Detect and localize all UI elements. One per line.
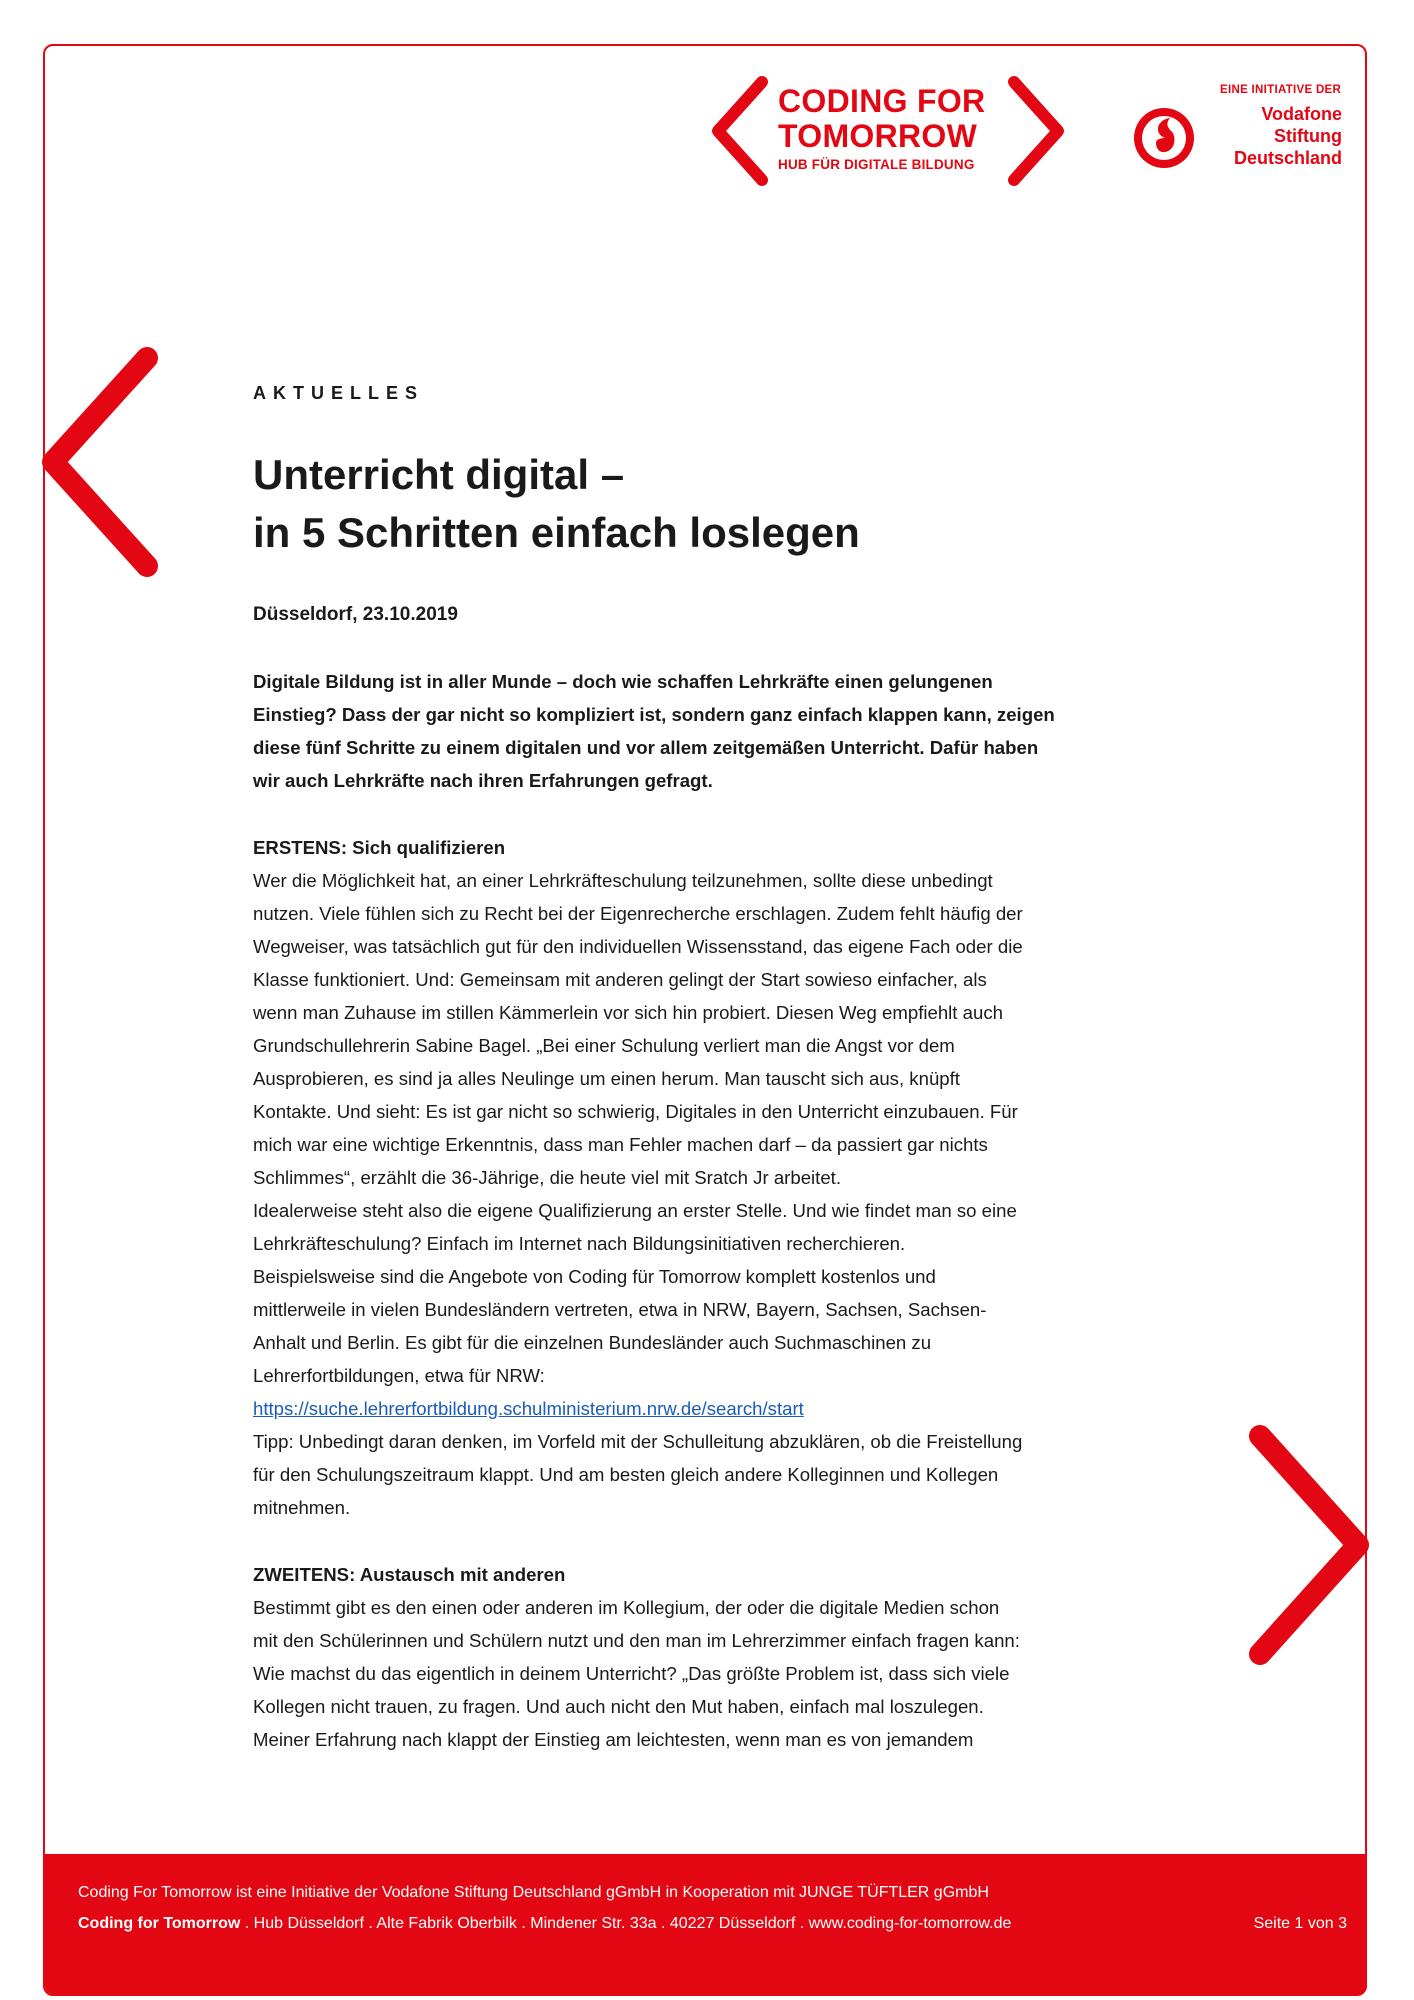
lead-line: Digitale Bildung ist in aller Munde – doch wie schaffen Lehrkräfte einen gelungenen [253, 671, 993, 692]
body-line: Wie machst du das eigentlich in deinem Unterricht? „Das größte Problem ist, dass sich viele [253, 1663, 1010, 1684]
coding-for-tomorrow-logo [708, 72, 1068, 190]
body-line: Kollegen nicht trauen, zu fragen. Und auch nicht den Mut haben, einfach mal loszulegen. [253, 1696, 984, 1717]
lead-paragraph [253, 665, 1163, 797]
page-number: Seite 1 von 3 [1253, 1915, 1347, 1932]
logo-line-2: TOMORROW [778, 118, 978, 154]
body-line: Schlimmes“, erzählt die 36-Jährige, die heute viel mit Sratch Jr arbeitet. [253, 1167, 842, 1188]
vf-name-line-2: Stiftung [1274, 126, 1342, 146]
lead-line: wir auch Lehrkräfte nach ihren Erfahrungen gefragt. [253, 770, 713, 791]
body-line: Idealerweise steht also die eigene Qualifizierung an erster Stelle. Und wie findet man so eine [253, 1200, 1017, 1221]
dateline: Düsseldorf, 23.10.2019 [253, 604, 458, 625]
body-line: mitnehmen. [253, 1497, 351, 1518]
body-line: Bestimmt gibt es den einen oder anderen im Kollegium, der oder die digitale Medien schon [253, 1597, 1000, 1618]
initiative-eyebrow: EINE INITIATIVE DER [1220, 84, 1342, 96]
section-2-heading: ZWEITENS: Austausch mit anderen [253, 1564, 566, 1585]
body-line: Lehrerfortbildungen, etwa für NRW: [253, 1365, 545, 1386]
logo-line-1: CODING FOR [778, 83, 986, 119]
body-line: Tipp: Unbedingt daran denken, im Vorfeld mit der Schulleitung abzuklären, ob die Freistellung [253, 1431, 1023, 1452]
body-line: für den Schulungszeitraum klappt. Und am besten gleich andere Kolleginnen und Kollegen [253, 1464, 999, 1485]
body-line: Wer die Möglichkeit hat, an einer Lehrkräfteschulung teilzunehmen, sollte diese unbedingt [253, 870, 993, 891]
body-line: Grundschullehrerin Sabine Bagel. „Bei einer Schulung verliert man die Angst vor dem [253, 1035, 955, 1056]
body-line: nutzen. Viele fühlen sich zu Recht bei der Eigenrecherche erschlagen. Zudem fehlt häufig der [253, 903, 1023, 924]
body-line: Meiner Erfahrung nach klappt der Einstieg am leichtesten, wenn man es von jemandem [253, 1729, 974, 1750]
body-line: mittlerweile in vielen Bundesländern vertreten, etwa in NRW, Bayern, Sachsen, Sachsen- [253, 1299, 987, 1320]
body-line: wenn man Zuhause im stillen Kämmerlein vor sich hin probiert. Diesen Weg empfiehlt auch [253, 1002, 1003, 1023]
chevron-right-icon [1240, 1420, 1380, 1670]
footer-line-2 [78, 1915, 1011, 1933]
section-2 [253, 1558, 1173, 1756]
title-line-2: in 5 Schritten einfach loslegen [253, 509, 860, 556]
chevron-left-icon [35, 342, 165, 582]
lead-line: diese fünf Schritte zu einem digitalen und vor allem zeitgemäßen Unterricht. Dafür haben [253, 737, 1039, 758]
body-line: mit den Schülerinnen und Schülern nutzt und den man im Lehrerzimmer einfach fragen kann: [253, 1630, 1020, 1651]
body-line: Lehrkräfteschulung? Einfach im Internet nach Bildungsinitiativen recherchieren. [253, 1233, 906, 1254]
section-1-heading: ERSTENS: Sich qualifizieren [253, 837, 506, 858]
body-line: Klasse funktioniert. Und: Gemeinsam mit anderen gelingt der Start sowieso einfacher, als [253, 969, 987, 990]
vf-name-line-1: Vodafone [1261, 104, 1342, 124]
body-line: Anhalt und Berlin. Es gibt für die einzelnen Bundesländer auch Suchmaschinen zu [253, 1332, 932, 1353]
section-eyebrow: AKTUELLES [253, 383, 424, 403]
vf-name-line-3: Deutschland [1233, 148, 1342, 168]
vodafone-speechmark-icon [1132, 106, 1196, 170]
lead-line: Einstieg? Dass der gar nicht so kompliziert ist, sondern ganz einfach klappen kann, zeigen [253, 704, 1055, 725]
logo-subline: HUB FÜR DIGITALE BILDUNG [778, 157, 975, 172]
body-line: mich war eine wichtige Erkenntnis, dass man Fehler machen darf – da passiert gar nichts [253, 1134, 988, 1155]
vodafone-stiftung-logo [1132, 84, 1342, 184]
footer-address: . Hub Düsseldorf . Alte Fabrik Oberbilk . Mindener Str. 33a . 40227 Düsseldorf . www.coding-for-tomorrow.de [240, 1915, 1012, 1932]
section-1 [253, 831, 1173, 1524]
page-footer [45, 1854, 1367, 1994]
footer-brand: Coding for Tomorrow [78, 1915, 241, 1932]
article-title [253, 446, 860, 562]
title-line-1: Unterricht digital – [253, 451, 625, 498]
body-line: Kontakte. Und sieht: Es ist gar nicht so schwierig, Digitales in den Unterricht einzubauen. Für [253, 1101, 1018, 1122]
body-line: Beispielsweise sind die Angebote von Coding für Tomorrow komplett kostenlos und [253, 1266, 936, 1287]
footer-line-1: Coding For Tomorrow ist eine Initiative der Vodafone Stiftung Deutschland gGmbH in Kooperation mit JUNGE TÜFTLER gGmbH [78, 1884, 989, 1901]
vodafone-stiftung-name [1234, 103, 1342, 169]
lehrerfortbildung-link[interactable]: https://suche.lehrerfortbildung.schulministerium.nrw.de/search/start [253, 1398, 804, 1419]
body-line: Wegweiser, was tatsächlich gut für den individuellen Wissensstand, das eigene Fach oder die [253, 936, 1023, 957]
body-line: Ausprobieren, es sind ja alles Neulinge um einen herum. Man tauscht sich aus, knüpft [253, 1068, 960, 1089]
